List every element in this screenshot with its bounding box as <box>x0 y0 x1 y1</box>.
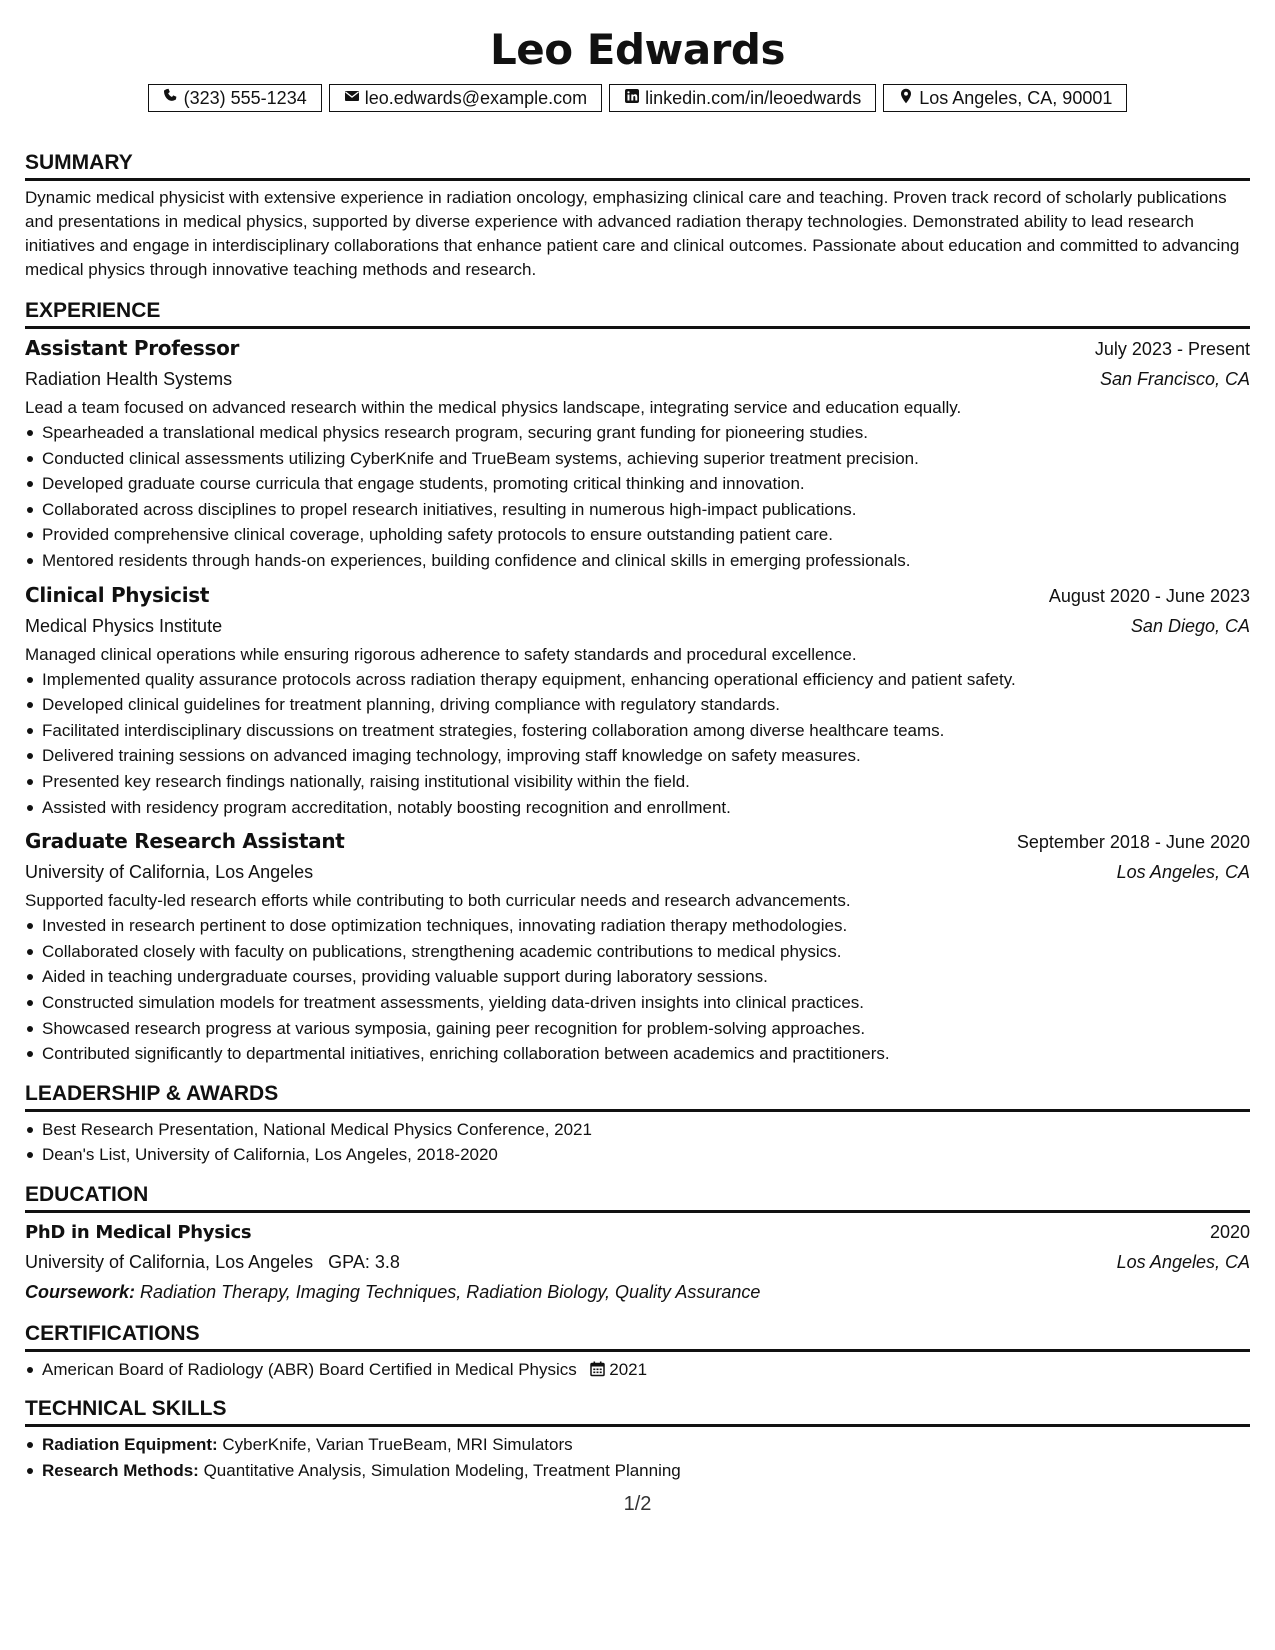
summary-section <box>25 150 1250 282</box>
certifications-list <box>25 1357 1250 1385</box>
coursework-line <box>25 1277 1250 1307</box>
job-entry <box>25 826 1250 1067</box>
bullet-item: Spearheaded a translational medical physics research program, securing grant funding for pioneering studies. <box>42 420 1250 446</box>
school-name: University of California, Los Angeles <box>25 1251 314 1272</box>
contact-phone <box>148 84 322 112</box>
job-bullets <box>25 420 1250 574</box>
job-entry <box>25 333 1250 574</box>
skills-list <box>25 1432 1250 1483</box>
page-number: 1/2 <box>623 1493 652 1515</box>
resume-page <box>25 0 1250 1484</box>
certification-year: 2021 <box>609 1359 648 1379</box>
bullet-item: Showcased research progress at various symposia, gaining peer recognition for problem-solving approaches. <box>42 1016 1250 1042</box>
skill-item <box>42 1458 1250 1484</box>
job-organization: Radiation Health Systems <box>25 369 233 389</box>
linkedin-text: linkedin.com/in/leoedwards <box>645 87 862 108</box>
job-location: San Diego, CA <box>1130 615 1250 636</box>
skill-item <box>42 1432 1250 1458</box>
section-title-awards: LEADERSHIP & AWARDS <box>25 1081 1250 1112</box>
contact-linkedin[interactable] <box>609 84 876 112</box>
bullet-item: Mentored residents through hands-on experiences, building confidence and clinical skills in emerging professionals. <box>42 548 1250 574</box>
job-title: Graduate Research Assistant <box>25 829 345 854</box>
skills-section <box>25 1396 1250 1483</box>
linkedin-icon <box>624 88 640 109</box>
job-title: Clinical Physicist <box>25 582 210 607</box>
section-title-experience: EXPERIENCE <box>25 298 1250 329</box>
bullet-item: Provided comprehensive clinical coverage, upholding safety protocols to ensure outstanding patient care. <box>42 522 1250 548</box>
bullet-item: Collaborated across disciplines to propel research initiatives, resulting in numerous high-impact publications. <box>42 497 1250 523</box>
contact-bar <box>25 84 1250 112</box>
degree-year: 2020 <box>1209 1221 1250 1242</box>
job-bullets <box>25 913 1250 1067</box>
bullet-item: Invested in research pertinent to dose optimization techniques, innovating radiation therapy methodologies. <box>42 913 1250 939</box>
email-text: leo.edwards@example.com <box>364 87 588 108</box>
location-text: Los Angeles, CA, 90001 <box>919 87 1113 108</box>
bullet-item: Constructed simulation models for treatment assessments, yielding data-driven insights into clinical practices. <box>42 990 1250 1016</box>
summary-text: Dynamic medical physicist with extensive experience in radiation oncology, emphasizing clinical care and teaching. Proven track record of scholarly publications and presentations in medical physics, supported by diverse experience with advanced radiation therapy technologies. Demonstrated ability to lead research initiatives and engage in interdisciplinary collaborations that enhance patient care and clinical outcomes. Passionate about education and committed to advancing medical physics through innovative teaching methods and research. <box>25 188 1240 279</box>
award-item: Dean's List, University of California, Los Angeles, 2018-2020 <box>42 1142 1250 1168</box>
phone-icon <box>163 88 179 109</box>
job-dates: August 2020 - June 2023 <box>1048 585 1250 606</box>
job-intro: Lead a team focused on advanced research within the medical physics landscape, integrating service and education equally. <box>25 398 962 417</box>
certification-name: American Board of Radiology (ABR) Board Certified in Medical Physics <box>42 1359 577 1379</box>
skill-label: Radiation Equipment: <box>42 1435 218 1455</box>
job-location: Los Angeles, CA <box>1116 862 1250 883</box>
bullet-item: Developed graduate course curricula that engage students, promoting critical thinking and innovation. <box>42 471 1250 497</box>
certification-item <box>42 1357 1250 1385</box>
bullet-item: Conducted clinical assessments utilizing CyberKnife and TrueBeam systems, achieving superior treatment precision. <box>42 446 1250 472</box>
education-section <box>25 1182 1250 1307</box>
section-title-summary: SUMMARY <box>25 150 1250 181</box>
skill-value: Quantitative Analysis, Simulation Modeling, Treatment Planning <box>203 1461 681 1481</box>
awards-list <box>25 1117 1250 1168</box>
section-title-skills: TECHNICAL SKILLS <box>25 1396 1250 1427</box>
bullet-item: Developed clinical guidelines for treatment planning, driving compliance with regulatory standards. <box>42 692 1250 718</box>
job-title: Assistant Professor <box>25 336 240 360</box>
skill-value: CyberKnife, Varian TrueBeam, MRI Simulators <box>222 1435 573 1455</box>
bullet-item: Presented key research findings nationally, raising institutional visibility within the field. <box>42 769 1250 795</box>
job-dates: September 2018 - June 2020 <box>1016 832 1250 853</box>
school-location: Los Angeles, CA <box>1116 1251 1250 1272</box>
bullet-item: Facilitated interdisciplinary discussions on treatment strategies, fostering collaboration among diverse healthcare teams. <box>42 718 1250 744</box>
bullet-item: Implemented quality assurance protocols across radiation therapy equipment, enhancing operational efficiency and patient safety. <box>42 667 1250 693</box>
bullet-item: Assisted with residency program accreditation, notably boosting recognition and enrollment. <box>42 795 1250 821</box>
job-intro: Managed clinical operations while ensuring rigorous adherence to safety standards and procedural excellence. <box>25 644 857 664</box>
awards-section <box>25 1081 1250 1168</box>
coursework-label: Coursework: <box>25 1281 136 1302</box>
award-item: Best Research Presentation, National Medical Physics Conference, 2021 <box>42 1117 1250 1143</box>
contact-location <box>883 84 1127 112</box>
coursework-list: Radiation Therapy, Imaging Techniques, Radiation Biology, Quality Assurance <box>140 1281 761 1302</box>
candidate-name: Leo Edwards <box>490 25 785 74</box>
calendar-icon <box>590 1359 605 1385</box>
certifications-section <box>25 1321 1250 1385</box>
gpa: GPA: 3.8 <box>328 1251 400 1272</box>
experience-section <box>25 298 1250 1067</box>
job-dates: July 2023 - Present <box>1094 339 1250 359</box>
envelope-icon <box>344 88 360 109</box>
bullet-item: Aided in teaching undergraduate courses, providing valuable support during laboratory sessions. <box>42 964 1250 990</box>
degree-title: PhD in Medical Physics <box>25 1221 252 1243</box>
bullet-item: Delivered training sessions on advanced imaging technology, improving staff knowledge on safety measures. <box>42 743 1250 769</box>
bullet-item: Contributed significantly to departmental initiatives, enriching collaboration between academics and practitioners. <box>42 1041 1250 1067</box>
section-title-education: EDUCATION <box>25 1182 1250 1213</box>
job-intro: Supported faculty-led research efforts while contributing to both curricular needs and research advancements. <box>25 891 851 911</box>
job-bullets <box>25 667 1250 821</box>
school-info <box>25 1247 400 1277</box>
section-title-certifications: CERTIFICATIONS <box>25 1321 1250 1352</box>
contact-email[interactable] <box>329 84 602 112</box>
phone-text: (323) 555-1234 <box>183 87 307 108</box>
bullet-item: Collaborated closely with faculty on publications, strengthening academic contributions to medical physics. <box>42 939 1250 965</box>
map-pin-icon <box>898 88 914 109</box>
job-organization: Medical Physics Institute <box>25 615 223 636</box>
job-location: San Francisco, CA <box>1099 369 1250 389</box>
job-organization: University of California, Los Angeles <box>25 862 314 883</box>
job-entry <box>25 580 1250 821</box>
skill-label: Research Methods: <box>42 1461 199 1481</box>
